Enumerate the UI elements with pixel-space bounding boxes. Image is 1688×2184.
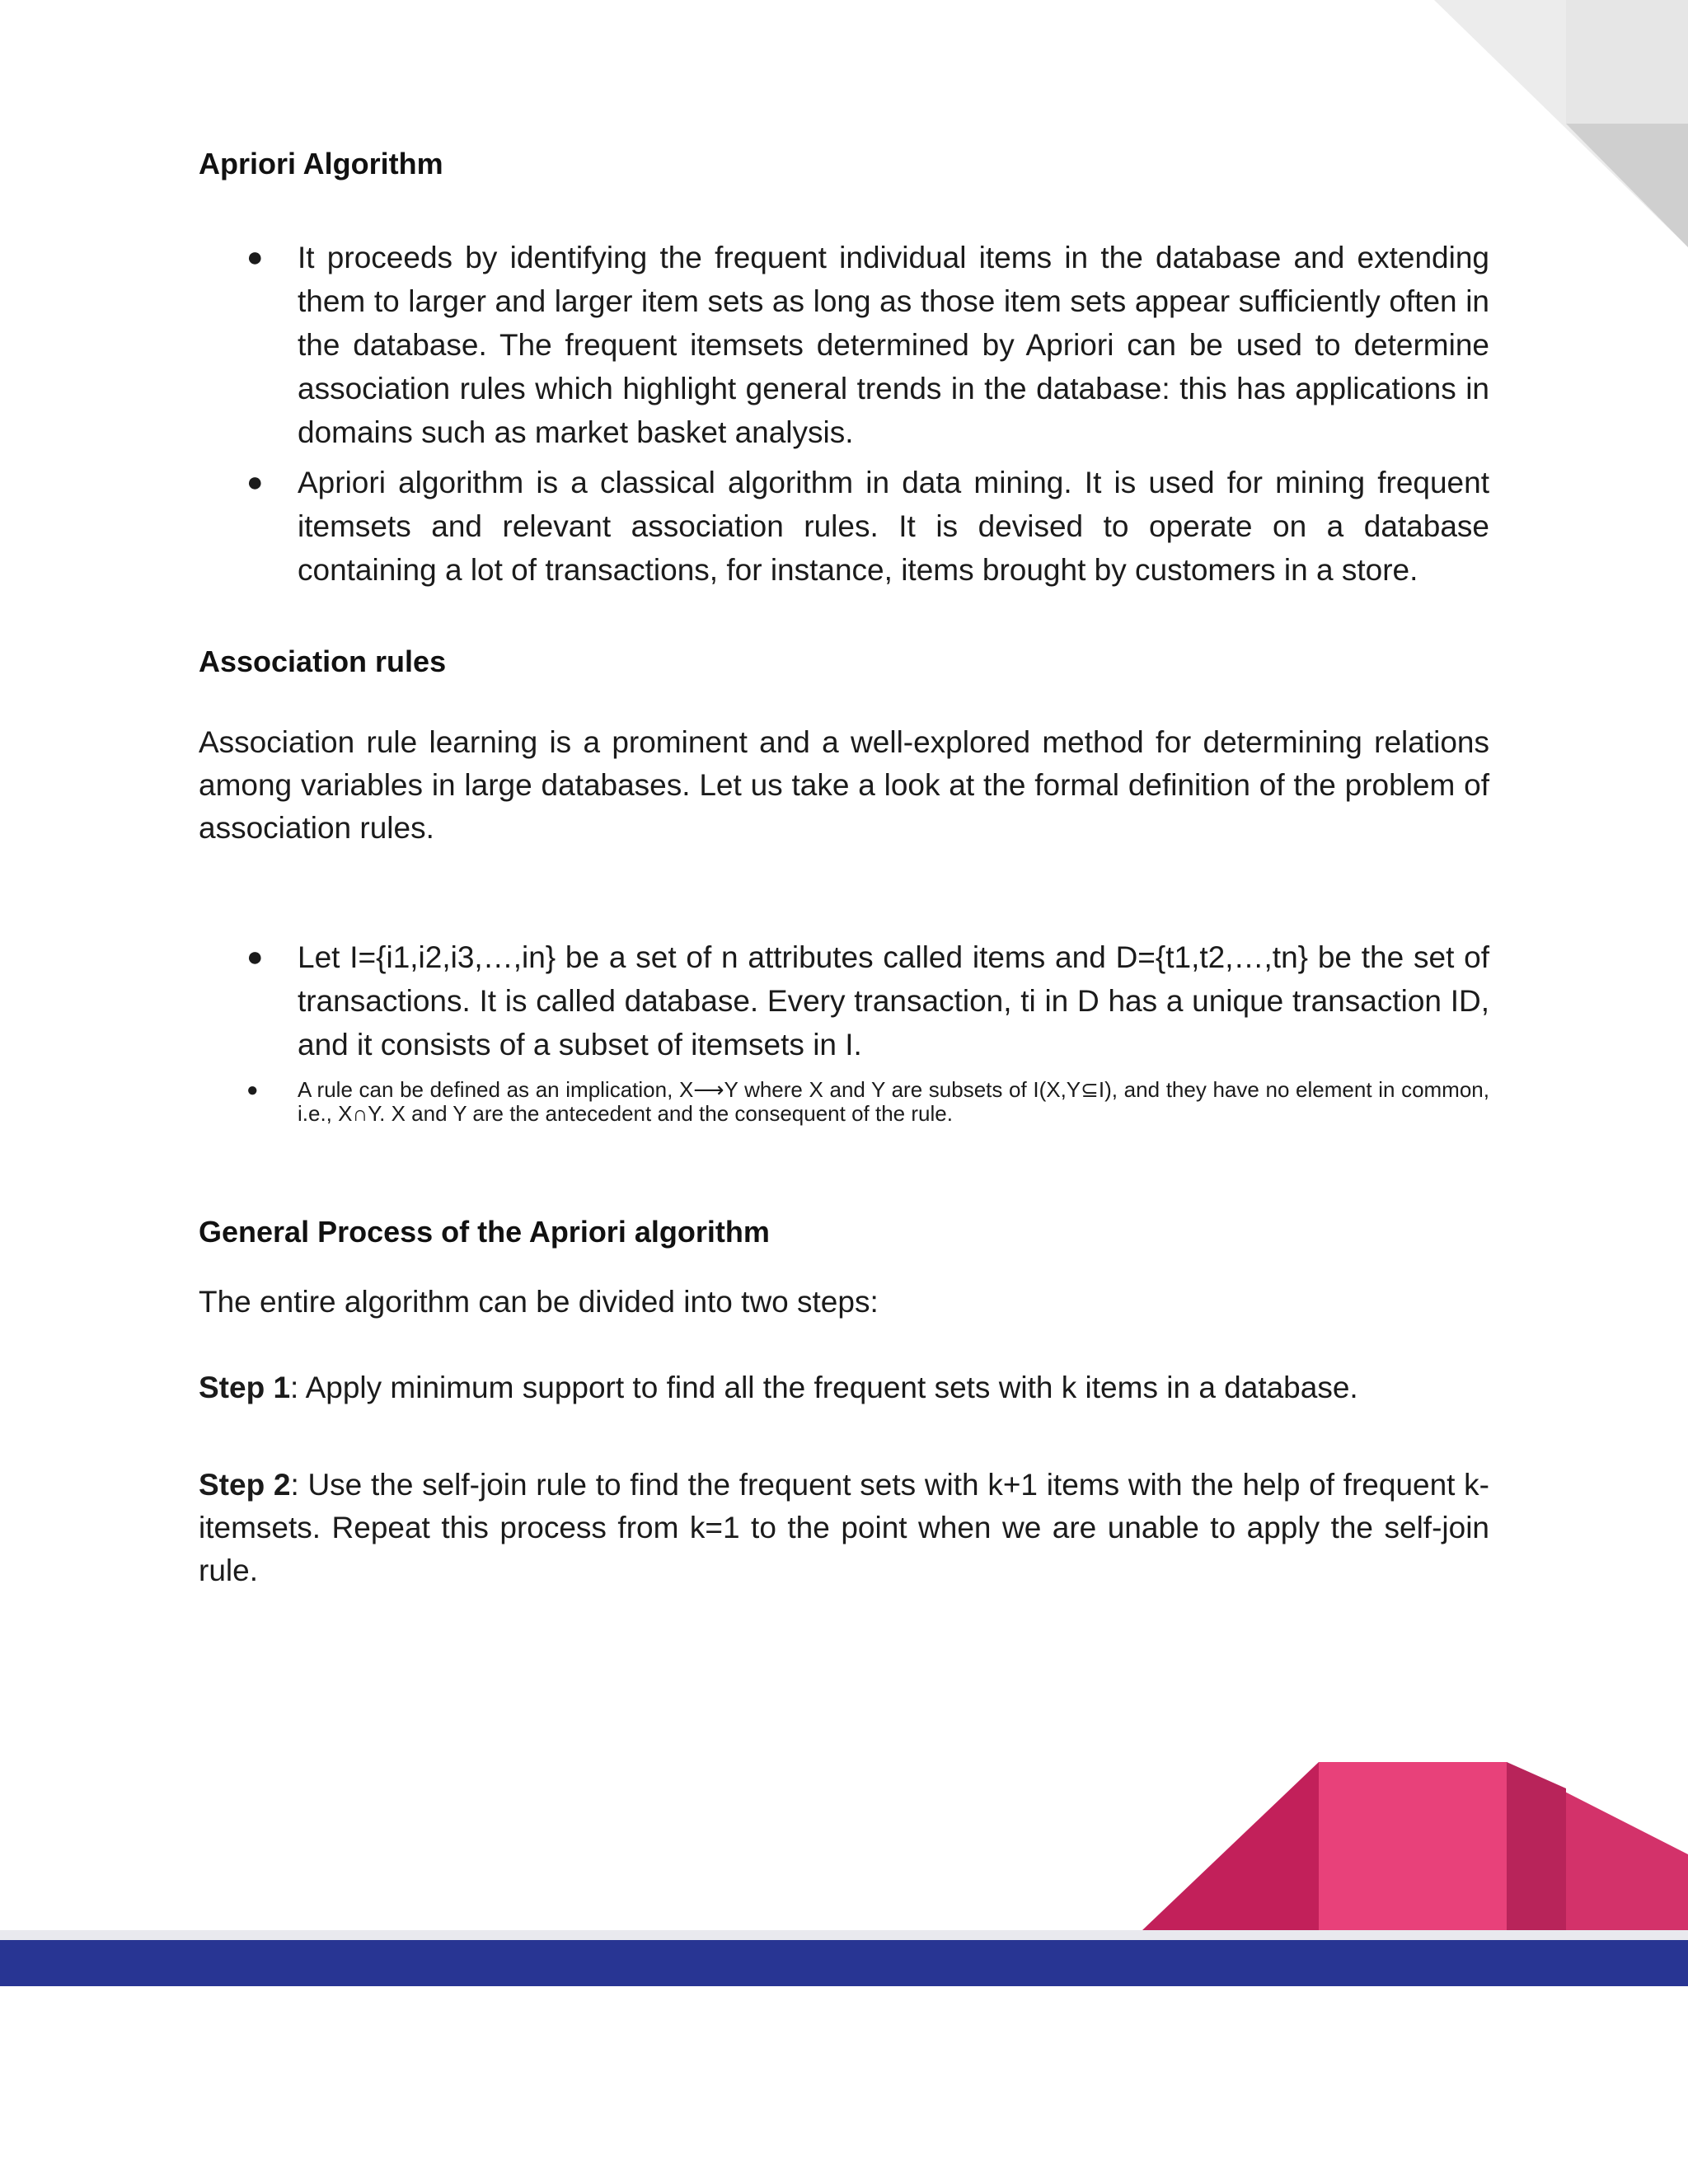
bullet-icon: ● [246, 241, 264, 273]
bullet-icon: ● [246, 466, 264, 498]
heading-general-process: General Process of the Apriori algorithm [199, 1214, 770, 1249]
bullet-icon: ● [246, 940, 264, 972]
step-1-text: : Apply minimum support to find all the frequent sets with k items in a database. [290, 1371, 1358, 1405]
association-paragraph: Association rule learning is a prominent and a well-explored method for determining relations among variables in large databases. Let us take a look at the formal definition of the problem of association rules. [199, 724, 1489, 845]
list-item: ● Let I={i1,i2,i3,…,in} be a set of n attributes called items and D={t1,t2,…,tn} be the set of transactions. It is called database. Every transaction, ti in D has a unique transaction ID, and it consists of a subset of itemsets in I. [298, 935, 1489, 1066]
list-item: ● Apriori algorithm is a classical algorithm in data mining. It is used for mining frequent itemsets and relevant association rules. It is devised to operate on a database containing a lot of transactions, for instance, items brought by customers in a store. [298, 461, 1489, 592]
step-2-label: Step 2 [199, 1468, 291, 1502]
step-1-paragraph [199, 1366, 1489, 1409]
process-intro: The entire algorithm can be divided into two steps: [199, 1285, 879, 1319]
step-2-text: : Use the self-join rule to find the frequent sets with k+1 items with the help of frequent k-itemsets. Repeat this process from k=1 to the point when we are unable to apply the self-join rule. [199, 1468, 1489, 1588]
bullet-icon: ● [246, 1078, 259, 1101]
list-item: ● It proceeds by identifying the frequent individual items in the database and extending them to larger and larger item sets as long as those item sets appear sufficiently often in the database. The frequent itemsets determined by Apriori can be used to determine association rules which highlight general trends in the database: this has applications in domains such as market basket analysis. [298, 236, 1489, 454]
heading-association-rules: Association rules [199, 644, 447, 678]
footer-decoration [0, 1755, 1688, 1994]
list-item: ● A rule can be defined as an implication, X⟶Y where X and Y are subsets of I(X,Y⊆I), and they have no element in common, i.e., X∩Y. X and Y are the antecedent and the consequent of the rule. [246, 1076, 1489, 1126]
heading-apriori-algorithm: Apriori Algorithm [199, 147, 443, 180]
step-2-paragraph [199, 1464, 1489, 1592]
document-body [199, 145, 1489, 1592]
association-bullet-list [199, 935, 1489, 1126]
apriori-bullet-list [199, 236, 1489, 592]
step-1-label: Step 1 [199, 1371, 291, 1405]
